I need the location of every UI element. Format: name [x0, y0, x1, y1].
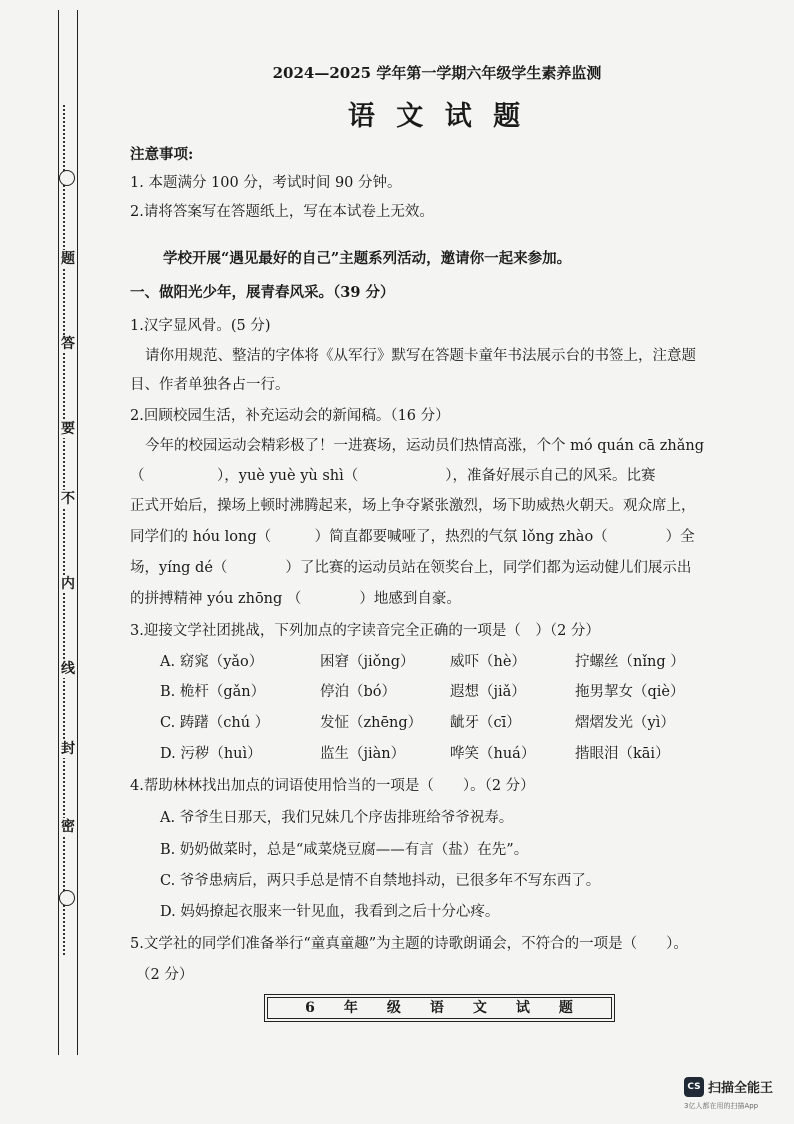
scanner-tagline: 3亿人都在用的扫描App [684, 1102, 759, 1110]
option-cell: 遐想（jiǎ） [450, 684, 526, 700]
option-cell: 发怔（zhēng） [320, 715, 423, 731]
option-row [160, 742, 670, 763]
footer-char: 试 [515, 1000, 531, 1016]
option-cell: D. 污秽（huì） [160, 746, 262, 762]
notes-item: 1. 本题满分 100 分，考试时间 90 分钟。 [130, 175, 402, 191]
option-cell: 威吓（hè） [450, 654, 526, 670]
option-cell: 监生（jiàn） [320, 746, 406, 762]
question-title: 2.回顾校园生活，补充运动会的新闻稿。（16 分） [130, 408, 450, 424]
notes-item: 2.请将答案写在答题纸上，写在本试卷上无效。 [130, 204, 434, 220]
footer-char: 6 [305, 1000, 316, 1016]
question-text: （ ），yuè yuè yù shì（ ），准备好展示自己的风采。比赛 [130, 468, 656, 484]
option-cell: 揩眼泪（kāi） [575, 746, 670, 762]
scanner-watermark [684, 1075, 784, 1115]
question-text: 的拼搏精神 yóu zhōng （ ）地感到自豪。 [130, 591, 461, 607]
page-footer [267, 997, 612, 1019]
option-cell: 龇牙（cī） [450, 715, 521, 731]
seal-char: 不 [61, 491, 75, 507]
option-cell: 拧螺丝（nǐng ） [575, 654, 685, 670]
exam-title: 语 文 试 题 [347, 101, 527, 132]
seal-char: 答 [61, 336, 75, 352]
exam-subtitle: 2024—2025 学年第一学期六年级学生素养监测 [272, 64, 602, 82]
option-cell: B. 桅杆（gǎn） [160, 684, 266, 700]
seal-char: 线 [61, 661, 75, 677]
question-score: （2 分） [136, 967, 194, 983]
option-cell: 哗笑（huá） [450, 746, 536, 762]
question-title: 3.迎接文学社团挑战，下列加点的字读音完全正确的一项是（ ）（2 分） [130, 623, 600, 639]
footer-char: 语 [429, 1000, 445, 1016]
question-text: 场，yíng dé（ ）了比赛的运动员站在领奖台上，同学们都为运动健儿们展示出 [130, 560, 692, 576]
section-heading: 一、做阳光少年，展青春风采。（39 分） [130, 284, 395, 301]
option-line: A. 爷爷生日那天，我们兄妹几个序齿排班给爷爷祝寿。 [160, 810, 514, 826]
option-cell: A. 窈窕（yǎo） [160, 654, 264, 670]
option-row [160, 680, 685, 701]
binding-margin [58, 10, 78, 1055]
activity-intro: 学校开展“遇见最好的自己”主题系列活动，邀请你一起来参加。 [163, 250, 572, 267]
footer-char: 文 [472, 1000, 488, 1016]
option-cell: C. 踌躇（chú ） [160, 715, 270, 731]
seal-char: 题 [61, 251, 75, 267]
notes-heading: 注意事项: [130, 146, 194, 163]
footer-char: 级 [386, 1000, 402, 1016]
question-title: 4.帮助林林找出加点的词语使用恰当的一项是（ ）。（2 分） [130, 778, 535, 794]
option-cell: 困窘（jiǒng） [320, 654, 415, 670]
option-cell: 拖男挈女（qiè） [575, 684, 685, 700]
binding-hole-top [59, 170, 75, 186]
seal-char: 要 [61, 421, 75, 437]
seal-char: 内 [61, 576, 75, 592]
question-text: 请你用规范、整洁的字体将《从军行》默写在答题卡童年书法展示台的书签上，注意题 [145, 348, 696, 364]
footer-char: 题 [558, 1000, 574, 1016]
seal-char: 封 [61, 741, 75, 757]
option-line: B. 奶奶做菜时，总是“咸菜烧豆腐——有言（盐）在先”。 [160, 842, 529, 858]
option-cell: 停泊（bó） [320, 684, 397, 700]
question-title: 5.文学社的同学们准备举行“童真童趣”为主题的诗歌朗诵会，不符合的一项是（ ）。 [130, 936, 688, 952]
question-text: 正式开始后，操场上顿时沸腾起来，场上争夺紧张激烈，场下助威热火朝天。观众席上， [130, 498, 696, 514]
camscanner-logo-icon: CS [684, 1077, 704, 1097]
question-text: 今年的校园运动会精彩极了！一进赛场，运动员们热情高涨，个个 mó quán cā zhǎng [145, 438, 705, 454]
seal-char: 密 [61, 819, 75, 835]
option-row [160, 650, 685, 671]
binding-hole-bottom [59, 890, 75, 906]
option-line: C. 爷爷患病后，两只手总是情不自禁地抖动，已很多年不写东西了。 [160, 873, 601, 889]
question-title: 1.汉字显风骨。(5 分) [130, 318, 271, 334]
option-row [160, 711, 675, 732]
footer-char: 年 [343, 1000, 359, 1016]
option-cell: 熠熠发光（yì） [575, 715, 675, 731]
question-text: 目、作者单独各占一行。 [130, 377, 290, 393]
scanner-app-name: 扫描全能王 [708, 1081, 774, 1096]
question-text: 同学们的 hóu long（ ）简直都要喊哑了，热烈的气氛 lǒng zhào（ ）全 [130, 529, 695, 545]
option-line: D. 妈妈撩起衣服来一针见血，我看到之后十分心疼。 [160, 904, 500, 920]
